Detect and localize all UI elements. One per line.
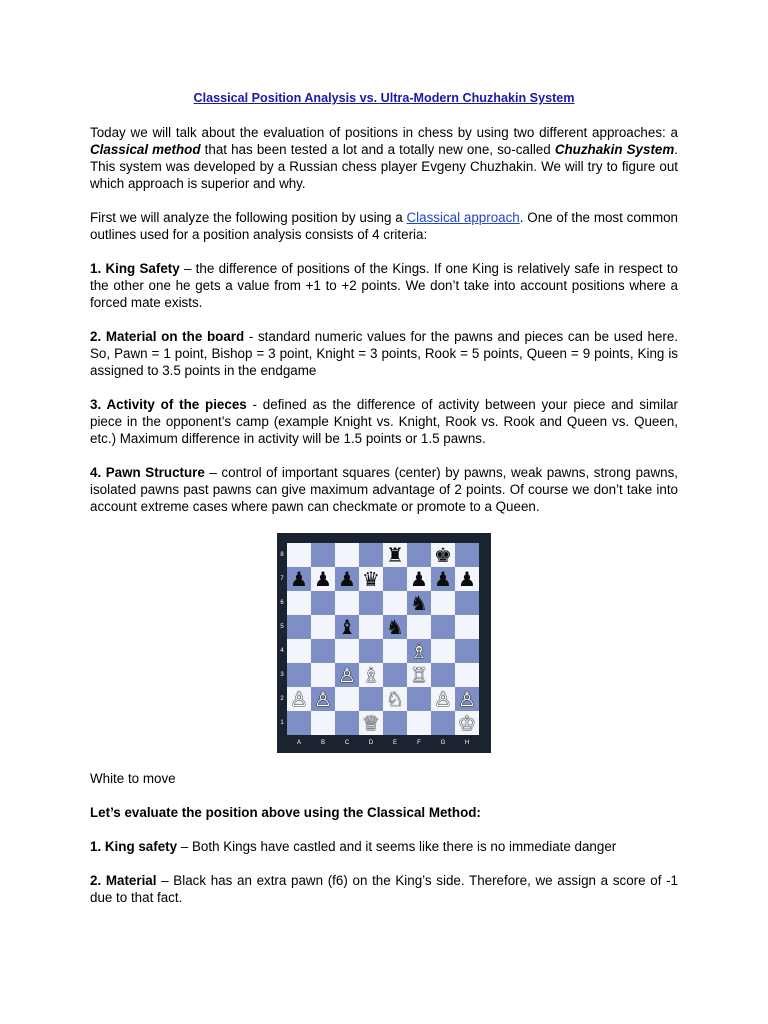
square-f1 [407, 711, 431, 735]
rank-label: 7 [280, 576, 284, 582]
file-label: D [368, 740, 374, 746]
criterion-king-safety [90, 260, 678, 311]
file-label: G [440, 740, 446, 746]
classical-method-term: Classical method [90, 142, 201, 157]
square-d3 [359, 663, 383, 687]
square-c1 [335, 711, 359, 735]
square-e1 [383, 711, 407, 735]
first-paragraph [90, 209, 678, 243]
square-g8 [431, 543, 455, 567]
rank-label: 3 [280, 672, 284, 678]
square-c2 [335, 687, 359, 711]
square-b1 [311, 711, 335, 735]
square-g2 [431, 687, 455, 711]
chuzhakin-system-term: Chuzhakin System [554, 142, 675, 157]
eval-king-safety [90, 838, 678, 855]
square-b5 [311, 615, 335, 639]
square-a7 [287, 567, 311, 591]
first-text-1: First we will analyze the following position by using a [90, 210, 407, 225]
chess-piece-icon: ♗ [410, 639, 428, 663]
criterion-label: 1. King Safety [90, 261, 180, 276]
criterion-activity [90, 396, 678, 447]
square-c8 [335, 543, 359, 567]
square-d8 [359, 543, 383, 567]
document-title[interactable]: Classical Position Analysis vs. Ultra-Modern Chuzhakin System [193, 91, 575, 105]
square-b6 [311, 591, 335, 615]
evaluation-section [90, 770, 678, 923]
diagram-caption: White to move [90, 771, 176, 786]
square-d7 [359, 567, 383, 591]
square-e8 [383, 543, 407, 567]
chess-piece-icon: ♘ [386, 687, 404, 711]
chess-piece-icon: ♟ [338, 567, 356, 591]
square-f6 [407, 591, 431, 615]
chess-piece-icon: ♟ [458, 567, 476, 591]
file-label: E [392, 740, 397, 746]
square-d4 [359, 639, 383, 663]
chess-piece-icon: ♚ [434, 543, 452, 567]
intro-text-2: that has been tested a lot and a totally new one, so-called [200, 142, 555, 157]
file-label: B [320, 740, 325, 746]
criterion-text: - standard numeric values for the pawns and pieces can be used here. So, Pawn = 1 point, Bishop = 3 point, Knight = 3 points, Rook = 5 points, Queen = 9 points, King is assigned to 3.5 points in the endgame [90, 329, 678, 378]
rank-label: 1 [280, 720, 284, 726]
eval-text: – Both Kings have castled and it seems like there is no immediate danger [177, 839, 617, 854]
square-h2 [455, 687, 479, 711]
chess-piece-icon: ♙ [458, 687, 476, 711]
square-f7 [407, 567, 431, 591]
classical-approach-link[interactable]: Classical approach [406, 210, 520, 225]
square-f3 [407, 663, 431, 687]
file-labels [287, 737, 479, 749]
criterion-pawn-structure [90, 464, 678, 515]
square-h7 [455, 567, 479, 591]
square-h6 [455, 591, 479, 615]
chess-piece-icon: ♙ [290, 687, 308, 711]
square-g1 [431, 711, 455, 735]
square-g4 [431, 639, 455, 663]
square-g3 [431, 663, 455, 687]
square-c6 [335, 591, 359, 615]
square-f2 [407, 687, 431, 711]
square-e6 [383, 591, 407, 615]
intro-text-1: Today we will talk about the evaluation of positions in chess by using two different approaches: a [90, 125, 678, 140]
chess-piece-icon: ♜ [386, 543, 404, 567]
square-d1 [359, 711, 383, 735]
criterion-material [90, 328, 678, 379]
rank-label: 5 [280, 624, 284, 630]
square-h4 [455, 639, 479, 663]
file-label: H [464, 740, 470, 746]
criterion-text: - defined as the difference of activity between your piece and similar piece in the opponent’s camp (example Knight vs. Knight, Rook vs. Rook and Queen vs. Queen, etc.) Maximum difference in activity will be 1.5 points or 1.5 pawns. [90, 397, 678, 446]
square-e7 [383, 567, 407, 591]
square-d2 [359, 687, 383, 711]
chess-piece-icon: ♟ [410, 567, 428, 591]
square-a6 [287, 591, 311, 615]
chess-piece-icon: ♛ [362, 567, 380, 591]
rank-label: 4 [280, 648, 284, 654]
evaluate-heading [90, 804, 678, 821]
square-h3 [455, 663, 479, 687]
chess-piece-icon: ♟ [290, 567, 308, 591]
square-e2 [383, 687, 407, 711]
chess-diagram [277, 533, 491, 753]
chess-board [287, 543, 479, 735]
square-d5 [359, 615, 383, 639]
square-h8 [455, 543, 479, 567]
chess-piece-icon: ♗ [362, 663, 380, 687]
chess-piece-icon: ♞ [386, 615, 404, 639]
square-h5 [455, 615, 479, 639]
square-a8 [287, 543, 311, 567]
intro-paragraph [90, 124, 678, 192]
criterion-label: 4. Pawn Structure [90, 465, 205, 480]
chess-piece-icon: ♞ [410, 591, 428, 615]
square-c7 [335, 567, 359, 591]
square-a2 [287, 687, 311, 711]
square-f8 [407, 543, 431, 567]
chess-piece-icon: ♖ [410, 663, 428, 687]
file-label: C [344, 740, 350, 746]
chess-piece-icon: ♟ [314, 567, 332, 591]
chess-piece-icon: ♔ [458, 711, 476, 735]
chess-piece-icon: ♝ [338, 615, 356, 639]
square-g5 [431, 615, 455, 639]
rank-label: 6 [280, 600, 284, 606]
rank-label: 2 [280, 696, 284, 702]
eval-label: 1. King safety [90, 839, 178, 854]
criterion-text: – control of important squares (center) by pawns, weak pawns, strong pawns, isolated pawns past pawns can give maximum advantage of 2 points. Of course we don’t take into account extreme cases where pawn can checkmate or promote to a Queen. [90, 465, 679, 514]
file-label: F [417, 740, 421, 746]
criterion-text: – the difference of positions of the Kings. If one King is relatively safe in respect to the other one he gets a value from +1 to +2 points. We don’t take into account positions where a forced mate exists. [90, 261, 678, 310]
square-d6 [359, 591, 383, 615]
chess-piece-icon: ♙ [338, 663, 356, 687]
eval-text: – Black has an extra pawn (f6) on the King’s side. Therefore, we assign a score of -1 due to that fact. [90, 873, 679, 905]
square-a5 [287, 615, 311, 639]
square-f5 [407, 615, 431, 639]
eval-label: 2. Material [90, 873, 157, 888]
first-text-2: . One of the most common outlines used for a position analysis consists of 4 criteria: [90, 210, 678, 242]
square-g7 [431, 567, 455, 591]
square-e4 [383, 639, 407, 663]
document-body [90, 90, 678, 532]
evaluate-heading-text: Let’s evaluate the position above using the Classical Method: [90, 805, 481, 820]
square-g6 [431, 591, 455, 615]
square-b3 [311, 663, 335, 687]
square-e3 [383, 663, 407, 687]
rank-label: 8 [280, 552, 284, 558]
eval-material [90, 872, 678, 906]
square-a3 [287, 663, 311, 687]
square-e5 [383, 615, 407, 639]
square-a4 [287, 639, 311, 663]
chess-piece-icon: ♙ [314, 687, 332, 711]
criterion-label: 2. Material on the board [90, 329, 245, 344]
square-c5 [335, 615, 359, 639]
square-b7 [311, 567, 335, 591]
square-b2 [311, 687, 335, 711]
square-c3 [335, 663, 359, 687]
rank-labels [278, 543, 286, 735]
chess-piece-icon: ♟ [434, 567, 452, 591]
square-h1 [455, 711, 479, 735]
square-b8 [311, 543, 335, 567]
square-c4 [335, 639, 359, 663]
chess-piece-icon: ♕ [362, 711, 380, 735]
square-f4 [407, 639, 431, 663]
file-label: A [296, 740, 301, 746]
criterion-label: 3. Activity of the pieces [90, 397, 247, 412]
square-a1 [287, 711, 311, 735]
chess-piece-icon: ♙ [434, 687, 452, 711]
intro-text-3: . This system was developed by a Russian chess player Evgeny Chuzhakin. We will try to figure out which approach is superior and why. [90, 142, 678, 191]
square-b4 [311, 639, 335, 663]
